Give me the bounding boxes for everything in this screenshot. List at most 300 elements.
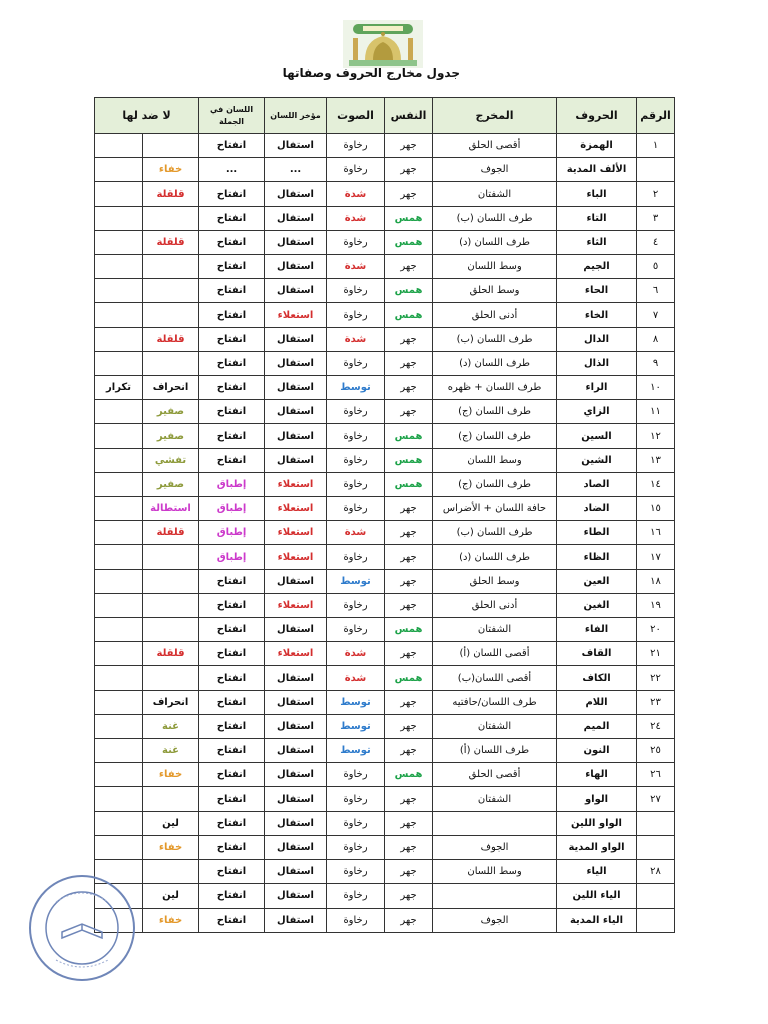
row-special-1: تفشي [143,448,199,472]
row-number: ٢٦ [637,763,675,787]
row-special-1: غنة [143,714,199,738]
row-special-1 [143,255,199,279]
row-number: ٦ [637,279,675,303]
row-letter: الحاء [557,279,637,303]
row-special-2 [95,279,143,303]
row-muakhar: استفال [265,714,327,738]
row-muakhar: استعلاء [265,497,327,521]
row-sawt: شدة [327,206,385,230]
row-letter: النون [557,739,637,763]
row-makhraj: طرف اللسان (ب) [433,206,557,230]
row-nafas: جهر [385,739,433,763]
row-sawt: رخاوة [327,400,385,424]
row-makhraj: الجوف [433,835,557,859]
row-special-1: صفير [143,400,199,424]
row-number: ١٩ [637,593,675,617]
table-row [95,569,675,593]
row-special-2 [95,714,143,738]
row-nafas: جهر [385,884,433,908]
table-row [95,327,675,351]
row-special-2 [95,569,143,593]
row-letter: الهاء [557,763,637,787]
row-muakhar: استفال [265,206,327,230]
table-row [95,787,675,811]
row-number: ٧ [637,303,675,327]
row-special-1 [143,206,199,230]
table-row [95,497,675,521]
row-letter: الضاد [557,497,637,521]
row-letter: السين [557,424,637,448]
row-special-2 [95,303,143,327]
row-sawt: شدة [327,255,385,279]
row-makhraj: أقصى الحلق [433,763,557,787]
table-row [95,448,675,472]
row-muakhar: استفال [265,400,327,424]
row-number [637,158,675,182]
stamp-seal [26,872,138,984]
row-lisan: انفتاح [199,787,265,811]
row-nafas: همس [385,763,433,787]
row-muakhar: استفال [265,327,327,351]
row-special-2 [95,787,143,811]
table-row [95,255,675,279]
row-sawt: توسط [327,690,385,714]
row-makhraj: طرف اللسان (د) [433,545,557,569]
table-row [95,472,675,496]
row-makhraj: الشفتان [433,714,557,738]
row-makhraj: وسط الحلق [433,569,557,593]
row-number: ٨ [637,327,675,351]
row-makhraj [433,811,557,835]
row-nafas: جهر [385,182,433,206]
row-makhraj: الشفتان [433,787,557,811]
row-letter: الدال [557,327,637,351]
row-number: ١٨ [637,569,675,593]
row-letter: الواو المدية [557,835,637,859]
row-special-2 [95,690,143,714]
row-sawt: رخاوة [327,134,385,158]
row-number: ٢١ [637,642,675,666]
row-muakhar: استفال [265,134,327,158]
row-nafas: جهر [385,908,433,933]
row-nafas: همس [385,303,433,327]
row-number: ٤ [637,230,675,254]
row-sawt: رخاوة [327,545,385,569]
table-row [95,884,675,908]
row-lisan: انفتاح [199,230,265,254]
row-special-1 [143,545,199,569]
header-nodd: لا ضد لها [95,98,199,134]
row-nafas: جهر [385,351,433,375]
row-special-1 [143,279,199,303]
row-number: ٢ [637,182,675,206]
row-number: ٢٢ [637,666,675,690]
row-number: ١٤ [637,472,675,496]
row-number [637,811,675,835]
row-lisan: انفتاح [199,642,265,666]
row-lisan: انفتاح [199,690,265,714]
row-muakhar: استفال [265,811,327,835]
row-number: ١٢ [637,424,675,448]
row-lisan: انفتاح [199,618,265,642]
row-letter: الظاء [557,545,637,569]
row-special-2 [95,521,143,545]
row-nafas: همس [385,618,433,642]
row-number: ١٧ [637,545,675,569]
table-row [95,545,675,569]
row-lisan: إطباق [199,472,265,496]
row-lisan: انفتاح [199,739,265,763]
row-makhraj: أدنى الحلق [433,303,557,327]
row-letter: الميم [557,714,637,738]
header-lisan: اللسان في الجملة [199,98,265,134]
row-lisan: انفتاح [199,666,265,690]
row-special-1: استطالة [143,497,199,521]
row-letter: التاء [557,206,637,230]
row-makhraj: وسط اللسان [433,255,557,279]
row-muakhar: استفال [265,690,327,714]
header-muakhar: مؤخر اللسان [265,98,327,134]
row-number [637,835,675,859]
row-muakhar: استفال [265,569,327,593]
row-makhraj: الجوف [433,158,557,182]
row-lisan: انفتاح [199,376,265,400]
row-sawt: توسط [327,376,385,400]
row-letter: الكاف [557,666,637,690]
table-row [95,376,675,400]
row-lisan: انفتاح [199,134,265,158]
row-letter: الخاء [557,303,637,327]
row-makhraj: الشفتان [433,182,557,206]
row-muakhar: استفال [265,763,327,787]
row-letter: الثاء [557,230,637,254]
letters-table [94,97,675,933]
row-special-2 [95,763,143,787]
row-special-1 [143,351,199,375]
table-row [95,835,675,859]
table-row [95,690,675,714]
row-makhraj: طرف اللسان (د) [433,351,557,375]
table-row [95,134,675,158]
row-number: ٢٨ [637,860,675,884]
row-lisan: انفتاح [199,255,265,279]
row-nafas: همس [385,424,433,448]
row-special-2 [95,255,143,279]
row-muakhar: استفال [265,279,327,303]
table-row [95,279,675,303]
row-special-2 [95,811,143,835]
row-number: ١٠ [637,376,675,400]
row-lisan: انفتاح [199,424,265,448]
row-muakhar: استعلاء [265,593,327,617]
row-muakhar: استفال [265,835,327,859]
row-letter: الواو [557,787,637,811]
row-letter: العين [557,569,637,593]
row-makhraj: أقصى الحلق [433,134,557,158]
row-sawt: رخاوة [327,472,385,496]
row-sawt: توسط [327,714,385,738]
row-letter: الياء [557,860,637,884]
table-row [95,303,675,327]
row-number: ١٦ [637,521,675,545]
table-row [95,206,675,230]
row-sawt: رخاوة [327,424,385,448]
row-lisan: انفتاح [199,763,265,787]
row-sawt: رخاوة [327,787,385,811]
table-row [95,230,675,254]
row-makhraj: أقصى اللسان (أ) [433,642,557,666]
row-number: ٩ [637,351,675,375]
row-muakhar: استعلاء [265,521,327,545]
row-letter: الفاء [557,618,637,642]
row-sawt: توسط [327,739,385,763]
row-letter: الطاء [557,521,637,545]
table-row [95,908,675,933]
row-sawt: شدة [327,182,385,206]
row-muakhar: استفال [265,424,327,448]
row-special-1: قلقلة [143,230,199,254]
table-row [95,521,675,545]
row-sawt: شدة [327,327,385,351]
table-row [95,714,675,738]
table-row [95,739,675,763]
row-number [637,884,675,908]
row-special-2 [95,351,143,375]
row-sawt: رخاوة [327,763,385,787]
row-special-1: لين [143,884,199,908]
row-sawt: توسط [327,569,385,593]
row-letter: الياء اللين [557,884,637,908]
row-lisan: انفتاح [199,714,265,738]
row-muakhar: استعلاء [265,545,327,569]
table-row [95,666,675,690]
row-special-2 [95,448,143,472]
row-makhraj: طرف اللسان (ب) [433,327,557,351]
row-special-1 [143,593,199,617]
row-special-1: خفاء [143,908,199,933]
row-lisan: انفتاح [199,327,265,351]
row-special-2 [95,618,143,642]
row-nafas: همس [385,448,433,472]
table-row [95,763,675,787]
row-sawt: شدة [327,521,385,545]
row-sawt: رخاوة [327,908,385,933]
row-nafas: جهر [385,545,433,569]
row-makhraj: طرف اللسان (ج) [433,400,557,424]
row-sawt: رخاوة [327,351,385,375]
row-muakhar: استفال [265,182,327,206]
row-nafas: جهر [385,642,433,666]
row-special-1: خفاء [143,763,199,787]
row-makhraj: وسط اللسان [433,448,557,472]
table-row [95,860,675,884]
row-special-1 [143,666,199,690]
row-muakhar: استفال [265,884,327,908]
row-lisan: انفتاح [199,593,265,617]
header-letters: الحروف [557,98,637,134]
row-nafas: جهر [385,255,433,279]
row-lisan: ... [199,158,265,182]
row-special-1 [143,860,199,884]
table-row [95,593,675,617]
row-makhraj: طرف اللسان (ب) [433,521,557,545]
row-special-1: انحراف [143,690,199,714]
row-makhraj: طرف اللسان (ج) [433,424,557,448]
row-lisan: انفتاح [199,835,265,859]
table-row [95,158,675,182]
row-letter: الزاي [557,400,637,424]
row-letter: الألف المدية [557,158,637,182]
row-nafas: جهر [385,158,433,182]
row-special-2 [95,593,143,617]
row-lisan: انفتاح [199,303,265,327]
row-makhraj: طرف اللسان/حافتيه [433,690,557,714]
row-special-1 [143,134,199,158]
row-lisan: انفتاح [199,206,265,230]
row-nafas: جهر [385,569,433,593]
row-sawt: رخاوة [327,593,385,617]
header-sawt: الصوت [327,98,385,134]
row-nafas: همس [385,206,433,230]
row-special-2 [95,230,143,254]
row-number: ١٣ [637,448,675,472]
row-number: ٥ [637,255,675,279]
row-nafas: همس [385,472,433,496]
table-row [95,618,675,642]
table-row [95,182,675,206]
row-special-2 [95,400,143,424]
row-nafas: همس [385,279,433,303]
table-row [95,351,675,375]
row-makhraj: طرف اللسان (ج) [433,472,557,496]
row-special-2 [95,835,143,859]
row-letter: الذال [557,351,637,375]
row-letter: اللام [557,690,637,714]
row-letter: الراء [557,376,637,400]
row-nafas: جهر [385,811,433,835]
row-lisan: انفتاح [199,448,265,472]
table-row [95,811,675,835]
row-lisan: انفتاح [199,569,265,593]
row-special-2 [95,158,143,182]
row-lisan: انفتاح [199,908,265,933]
document-title: جدول مخارج الحروف وصفاتها [282,66,460,80]
row-special-1: غنة [143,739,199,763]
row-nafas: جهر [385,521,433,545]
row-special-2 [95,472,143,496]
row-lisan: انفتاح [199,811,265,835]
row-muakhar: استفال [265,448,327,472]
row-muakhar: استفال [265,787,327,811]
row-sawt: رخاوة [327,158,385,182]
row-nafas: همس [385,666,433,690]
row-number: ٢٧ [637,787,675,811]
row-special-2 [95,545,143,569]
row-number: ١٥ [637,497,675,521]
row-makhraj: حافة اللسان + الأضراس [433,497,557,521]
row-muakhar: استعلاء [265,642,327,666]
row-special-1: قلقلة [143,327,199,351]
row-nafas: جهر [385,860,433,884]
row-special-1: قلقلة [143,642,199,666]
row-nafas: جهر [385,714,433,738]
mosque-logo-image [343,20,423,68]
row-number: ١١ [637,400,675,424]
row-lisan: انفتاح [199,884,265,908]
row-special-1: صفير [143,424,199,448]
row-muakhar: استفال [265,666,327,690]
table-header-row [95,98,675,134]
row-muakhar: ... [265,158,327,182]
row-special-2 [95,182,143,206]
row-nafas: همس [385,230,433,254]
row-nafas: جهر [385,835,433,859]
row-special-1 [143,618,199,642]
row-nafas: جهر [385,690,433,714]
row-makhraj: طرف اللسان (أ) [433,739,557,763]
row-nafas: جهر [385,376,433,400]
row-nafas: جهر [385,593,433,617]
row-lisan: إطباق [199,497,265,521]
row-number: ٢٣ [637,690,675,714]
row-muakhar: استفال [265,860,327,884]
row-special-2 [95,206,143,230]
row-sawt: شدة [327,666,385,690]
row-sawt: رخاوة [327,279,385,303]
row-special-1: خفاء [143,158,199,182]
row-special-2: تكرار [95,376,143,400]
row-nafas: جهر [385,787,433,811]
row-makhraj: الشفتان [433,618,557,642]
row-muakhar: استفال [265,908,327,933]
row-letter: الهمزة [557,134,637,158]
row-lisan: انفتاح [199,182,265,206]
row-nafas: جهر [385,497,433,521]
row-makhraj [433,884,557,908]
row-special-2 [95,642,143,666]
row-special-2 [95,497,143,521]
row-letter: الواو اللين [557,811,637,835]
row-lisan: إطباق [199,521,265,545]
row-special-1: قلقلة [143,182,199,206]
row-nafas: جهر [385,327,433,351]
row-letter: الغين [557,593,637,617]
table-row [95,642,675,666]
row-lisan: انفتاح [199,351,265,375]
row-number: ٢٠ [637,618,675,642]
row-number: ٢٥ [637,739,675,763]
row-sawt: رخاوة [327,618,385,642]
row-special-1 [143,787,199,811]
table-row [95,400,675,424]
row-muakhar: استفال [265,376,327,400]
header-makhraj: المخرج [433,98,557,134]
header-nafas: النفس [385,98,433,134]
row-special-1: صفير [143,472,199,496]
row-sawt: رخاوة [327,811,385,835]
row-special-2 [95,327,143,351]
row-special-1: انحراف [143,376,199,400]
row-sawt: رخاوة [327,497,385,521]
row-nafas: جهر [385,134,433,158]
row-sawt: رخاوة [327,860,385,884]
row-number: ١ [637,134,675,158]
row-makhraj: طرف اللسان (د) [433,230,557,254]
row-makhraj: وسط الحلق [433,279,557,303]
row-special-2 [95,424,143,448]
row-letter: القاف [557,642,637,666]
table-body [95,134,675,933]
